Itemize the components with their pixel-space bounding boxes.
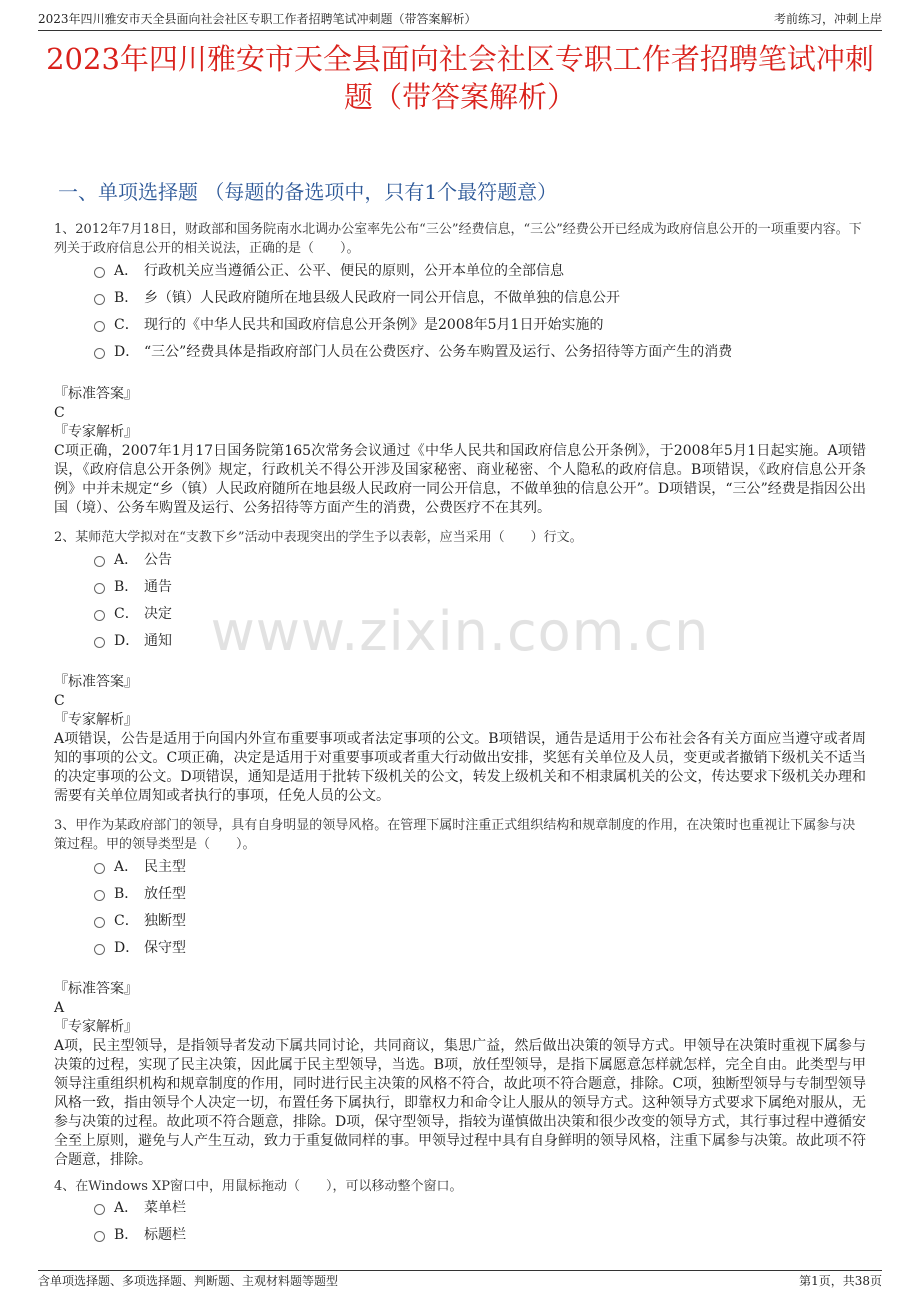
question-3-answer-block: [54, 980, 866, 1170]
question-2-options: [94, 549, 870, 657]
section-heading: 一、单项选择题 （每题的备选项中，只有1个最符题意）: [58, 180, 558, 204]
question-1-answer-block: [54, 385, 866, 518]
option-b[interactable]: B． 放任型: [94, 883, 870, 910]
answer-label: 『标准答案』: [54, 386, 138, 402]
option-b[interactable]: B． 标题栏: [94, 1224, 870, 1251]
radio-icon[interactable]: [94, 294, 105, 305]
question-2-stem: 2、某师范大学拟对在“支教下乡”活动中表现突出的学生予以表彰，应当采用（ ）行文。: [54, 530, 583, 545]
page-footer: [38, 1270, 882, 1291]
answer-label: 『标准答案』: [54, 674, 138, 690]
question-2-answer-block: [54, 673, 866, 806]
question-4-stem: 4、在Windows XP窗口中，用鼠标拖动（ ），可以移动整个窗口。: [54, 1179, 463, 1194]
option-a[interactable]: A． 公告: [94, 549, 870, 576]
radio-icon[interactable]: [94, 610, 105, 621]
radio-icon[interactable]: [94, 321, 105, 332]
option-d[interactable]: D． 保守型: [94, 937, 870, 964]
answer-value: C: [54, 693, 65, 709]
radio-icon[interactable]: [94, 348, 105, 359]
question-1-stem: 1、2012年7月18日，财政部和国务院南水北调办公室率先公布“三公”经费信息，“三公”经费公开已经成为政府信息公开的一项重要内容。下列关于政府信息公开的相关说法，正确的是（ ）。: [54, 222, 862, 256]
watermark: www.zixin.com.cn: [210, 600, 710, 663]
radio-icon[interactable]: [94, 556, 105, 567]
footer-question-types: 含单项选择题、多项选择题、判断题、主观材料题等题型: [38, 1274, 339, 1288]
question-1-options: [94, 260, 870, 368]
radio-icon[interactable]: [94, 1231, 105, 1242]
document-title: 2023年四川雅安市天全县面向社会社区专职工作者招聘笔试冲刺题（带答案解析）: [46, 42, 874, 114]
radio-icon[interactable]: [94, 890, 105, 901]
radio-icon[interactable]: [94, 863, 105, 874]
analysis-text: A项错误，公告是适用于向国内外宣布重要事项或者法定事项的公文。B项错误，通告是适用于公布社会各有关方面应当遵守或者周知的事项的公文。C项正确，决定是适用于对重要事项或者重大行动做出安排，奖惩有关单位及人员，变更或者撤销下级机关不适当的决定事项的公文。D项错误，通知是适用于批转下级机关的公文，转发上级机关和不相隶属机关的公文，传达要求下级机关办理和需要有关单位周知或者执行的事项，任免人员的公文。: [54, 731, 866, 804]
radio-icon[interactable]: [94, 583, 105, 594]
analysis-label: 『专家解析』: [54, 712, 138, 728]
option-c[interactable]: C． 现行的《中华人民共和国政府信息公开条例》是2008年5月1日开始实施的: [94, 314, 870, 341]
question-3-stem: 3、甲作为某政府部门的领导，具有自身明显的领导风格。在管理下属时注重正式组织结构和规章制度的作用，在决策时也重视让下属参与决策过程。甲的领导类型是（ ）。: [54, 818, 856, 852]
option-a[interactable]: A． 民主型: [94, 856, 870, 883]
footer-page-number: 第1页，共38页: [799, 1274, 882, 1288]
radio-icon[interactable]: [94, 944, 105, 955]
header-slogan: 考前练习，冲刺上岸: [773, 12, 882, 26]
radio-icon[interactable]: [94, 917, 105, 928]
option-d[interactable]: D． “三公”经费具体是指政府部门人员在公费医疗、公务车购置及运行、公务招待等方面产生的消费: [94, 341, 870, 368]
option-c[interactable]: C． 决定: [94, 603, 870, 630]
question-3-options: [94, 856, 870, 964]
analysis-text: C项正确，2007年1月17日国务院第165次常务会议通过《中华人民共和国政府信息公开条例》，于2008年5月1日起实施。A项错误，《政府信息公开条例》规定，行政机关不得公开涉及国家秘密、商业秘密、个人隐私的政府信息。B项错误，《政府信息公开条例》中并未规定“乡（镇）人民政府随所在地县级人民政府一同公开信息，不做单独的信息公开”。D项错误，“三公”经费是指因公出国（境）、公务车购置及运行、公务招待等方面产生的消费，公费医疗不在其列。: [54, 443, 866, 516]
option-b[interactable]: B． 乡（镇）人民政府随所在地县级人民政府一同公开信息，不做单独的信息公开: [94, 287, 870, 314]
answer-value: C: [54, 405, 65, 421]
option-c[interactable]: C． 独断型: [94, 910, 870, 937]
option-d[interactable]: D． 通知: [94, 630, 870, 657]
page-header: [38, 8, 882, 31]
radio-icon[interactable]: [94, 637, 105, 648]
question-4-options: [94, 1197, 870, 1251]
option-a[interactable]: A． 行政机关应当遵循公正、公平、便民的原则，公开本单位的全部信息: [94, 260, 870, 287]
radio-icon[interactable]: [94, 267, 105, 278]
option-b[interactable]: B． 通告: [94, 576, 870, 603]
radio-icon[interactable]: [94, 1204, 105, 1215]
analysis-text: A项，民主型领导，是指领导者发动下属共同讨论，共同商议，集思广益，然后做出决策的领导方式。甲领导在决策时重视下属参与决策的过程，实现了民主决策，因此属于民主型领导，当选。B项，放任型领导，是指下属愿意怎样就怎样，完全自由。此类型与甲领导注重组织机构和规章制度的作用，同时进行民主决策的风格不符合，故此项不符合题意，排除。C项，独断型领导与专制型领导风格一致，指由领导个人决定一切，布置任务下属执行，即靠权力和命令让人服从的领导方式。这种领导方式要求下属绝对服从，无参与决策的过程。故此项不符合题意，排除。D项，保守型领导，指较为谨慎做出决策和很少改变的领导方式，其行事过程中遵循安全至上原则，避免与人产生互动，致力于重复做同样的事。甲领导过程中具有自身鲜明的领导风格，注重下属参与决策。故此项不符合题意，排除。: [54, 1038, 866, 1168]
answer-value: A: [54, 1000, 65, 1016]
analysis-label: 『专家解析』: [54, 1019, 138, 1035]
header-doc-title: 2023年四川雅安市天全县面向社会社区专职工作者招聘笔试冲刺题（带答案解析）: [38, 12, 477, 26]
answer-label: 『标准答案』: [54, 981, 138, 997]
analysis-label: 『专家解析』: [54, 424, 138, 440]
option-a[interactable]: A． 菜单栏: [94, 1197, 870, 1224]
